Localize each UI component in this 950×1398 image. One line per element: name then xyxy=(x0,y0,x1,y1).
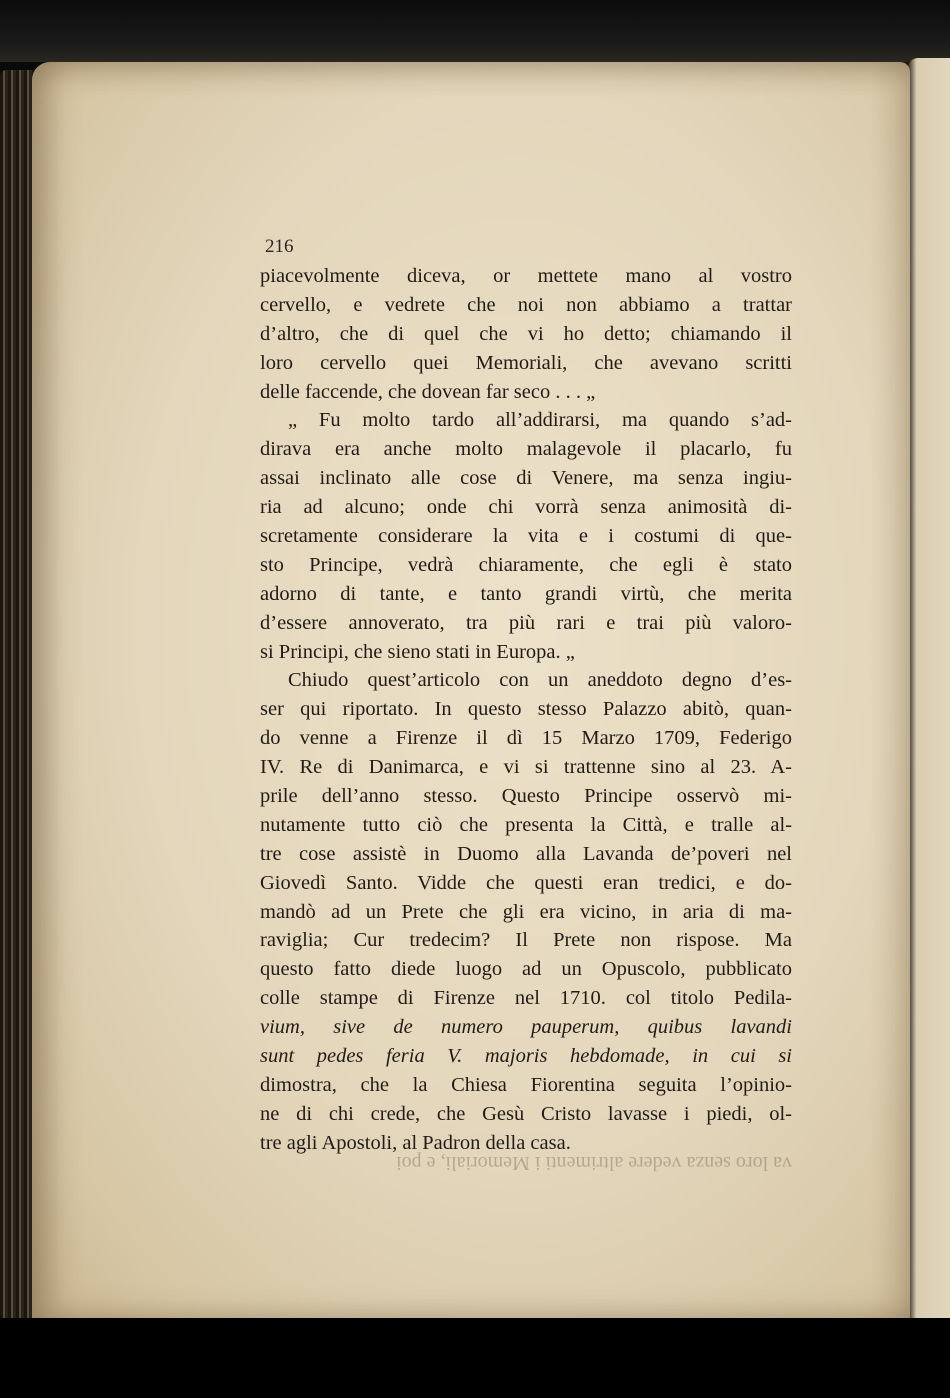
text-line: tre agli Apostoli, al Padron della casa. xyxy=(260,1131,571,1154)
text-line: do venne a Firenze il dì 15 Marzo 1709, Federigo xyxy=(260,727,792,750)
text-line: Giovedì Santo. Vidde che questi eran tredici, e do- xyxy=(260,871,792,894)
text-line: adorno di tante, e tanto grandi virtù, che merita xyxy=(260,582,792,605)
text-line: piacevolmente diceva, or mettete mano al vostro xyxy=(260,265,792,287)
page-text xyxy=(260,262,792,1158)
text-line: ria ad alcuno; onde chi vorrà senza animosità di- xyxy=(260,496,792,519)
page-number: 216 xyxy=(265,236,294,257)
text-line: loro cervello quei Memoriali, che avevano scritti xyxy=(260,351,792,374)
text-line: si Principi, che sieno stati in Europa. „ xyxy=(260,640,575,663)
text-line: mandò ad un Prete che gli era vicino, in aria di ma- xyxy=(260,900,792,923)
bleed-through-text: va loro senza vedere altrimenti i Memoriali, e poi xyxy=(396,1152,792,1174)
text-line: nutamente tutto ciò che presenta la Città, e tralle al- xyxy=(260,813,792,836)
text-line: „ Fu molto tardo all’addirarsi, ma quando s’ad- xyxy=(288,409,792,432)
text-line: cervello, e vedrete che noi non abbiamo a trattar xyxy=(260,293,792,316)
text-line: sto Principe, vedrà chiaramente, che egli è stato xyxy=(260,553,792,576)
text-line: IV. Re di Danimarca, e vi si trattenne sino al 23. A- xyxy=(260,756,792,779)
text-line: d’altro, che di quel che vi ho detto; chiamando il xyxy=(260,322,792,345)
text-line: questo fatto diede luogo ad un Opuscolo, pubblicato xyxy=(260,958,792,981)
text-line: ne di chi crede, che Gesù Cristo lavasse i piedi, ol- xyxy=(260,1102,792,1125)
text-line: dirava era anche molto malagevole il placarlo, fu xyxy=(260,438,792,461)
text-line: dimostra, che la Chiesa Fiorentina seguita l’opinio- xyxy=(260,1073,792,1096)
text-line-italic: sunt pedes feria V. majoris hebdomade, in cui si xyxy=(260,1045,792,1068)
text-line: scretamente considerare la vita e i costumi di que- xyxy=(260,525,792,548)
text-line: raviglia; Cur tredecim? Il Prete non rispose. Ma xyxy=(260,929,792,952)
text-line: assai inclinato alle cose di Venere, ma senza ingiu- xyxy=(260,467,792,490)
facing-page-edge xyxy=(908,58,950,1318)
text-line: tre cose assistè in Duomo alla Lavanda de’poveri nel xyxy=(260,842,792,865)
scanner-bottom-shadow xyxy=(0,1318,950,1398)
text-line: prile dell’anno stesso. Questo Principe osservò mi- xyxy=(260,785,792,808)
text-line: colle stampe di Firenze nel 1710. col titolo Pedila- xyxy=(260,987,792,1010)
text-line: d’essere annoverato, tra più rari e trai più valoro- xyxy=(260,611,792,634)
text-line: ser qui riportato. In questo stesso Palazzo abitò, quan- xyxy=(260,698,792,721)
scanner-top-shadow xyxy=(0,0,950,62)
text-line: Chiudo quest’articolo con un aneddoto degno d’es- xyxy=(288,669,792,692)
text-line: delle faccende, che dovean far seco . . . „ xyxy=(260,380,596,403)
text-line-italic: vium, sive de numero pauperum, quibus lavandi xyxy=(260,1016,792,1039)
